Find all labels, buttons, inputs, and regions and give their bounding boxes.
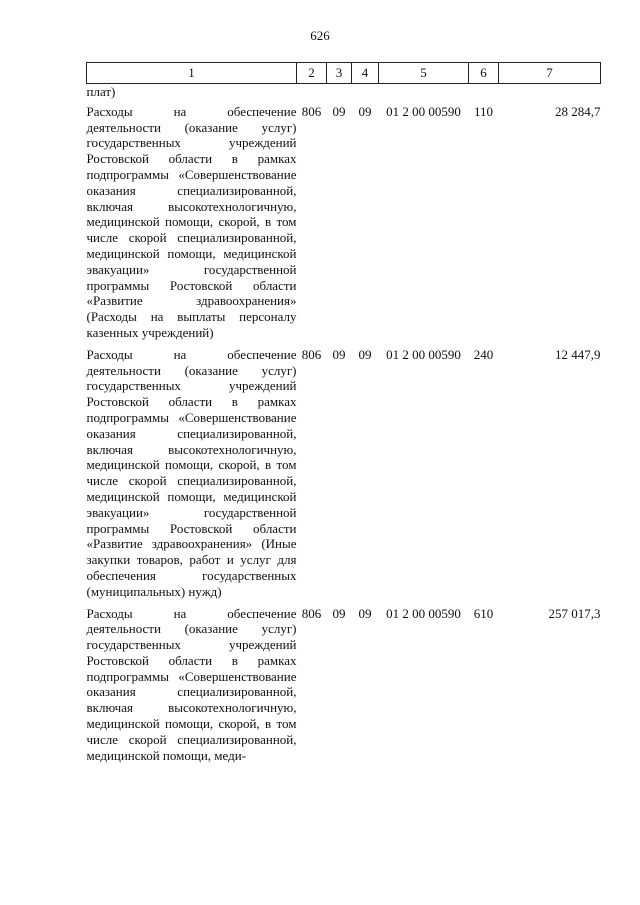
- amount: 28 284,7: [555, 103, 601, 119]
- continuation-text: плат): [86, 84, 116, 99]
- subsection-code: 09: [358, 605, 372, 621]
- target-article-code: 01 2 00 00590: [386, 103, 461, 119]
- page-number: 626: [310, 28, 330, 43]
- section-code: 09: [332, 605, 346, 621]
- budget-table: [86, 62, 601, 769]
- expense-type-code: 610: [473, 605, 494, 621]
- amount: 257 017,3: [548, 605, 601, 621]
- column-header-3: 3: [327, 63, 352, 84]
- column-header-2: 2: [297, 63, 327, 84]
- expense-type-code: 110: [473, 103, 494, 119]
- row-description: Расходы на обеспечение деятельности (оказание услуг) государственных учреждений Ростовской области в рамках подпрограммы «Совершенствование оказания специализированной, включая высокотехнологичную, медицинской помощи, скорой, в том числе скорой специализированной, медицинской помощи, медицинской эвакуации» государственной программы Ростовской области «Развитие здравоохранения» (Иные закупки товаров, работ и услуг для обеспечения государственных (муниципальных) нужд): [86, 346, 297, 599]
- column-header-7: 7: [499, 63, 601, 84]
- admin-code: 806: [301, 605, 322, 621]
- section-code: 09: [332, 346, 346, 362]
- continuation-row: [87, 84, 601, 104]
- target-article-code: 01 2 00 00590: [386, 605, 461, 621]
- table-row: [87, 606, 601, 770]
- amount: 12 447,9: [555, 346, 601, 362]
- admin-code: 806: [301, 346, 322, 362]
- row-description: Расходы на обеспечение деятельности (оказание услуг) государственных учреждений Ростовской области в рамках подпрограммы «Совершенствование оказания специализированной, включая высокотехнологичную, медицинской помощи, скорой, в том числе скорой специализированной, медицинской помощи, меди-: [86, 605, 297, 763]
- column-header-5: 5: [379, 63, 469, 84]
- table-row: [87, 104, 601, 347]
- target-article-code: 01 2 00 00590: [386, 346, 461, 362]
- column-header-6: 6: [469, 63, 499, 84]
- subsection-code: 09: [358, 103, 372, 119]
- row-description: Расходы на обеспечение деятельности (оказание услуг) государственных учреждений Ростовской области в рамках подпрограммы «Совершенствование оказания специализированной, включая высокотехнологичную, медицинской помощи, скорой, в том числе скорой специализированной, медицинской помощи, медицинской эвакуации» государственной программы Ростовской области «Развитие здравоохранения» (Расходы на выплаты персоналу казенных учреждений): [86, 103, 297, 340]
- column-header-1: 1: [87, 63, 297, 84]
- section-code: 09: [332, 103, 346, 119]
- admin-code: 806: [301, 103, 322, 119]
- column-header-4: 4: [352, 63, 379, 84]
- subsection-code: 09: [358, 346, 372, 362]
- expense-type-code: 240: [473, 346, 494, 362]
- header-row: [87, 63, 601, 84]
- table-row: [87, 347, 601, 606]
